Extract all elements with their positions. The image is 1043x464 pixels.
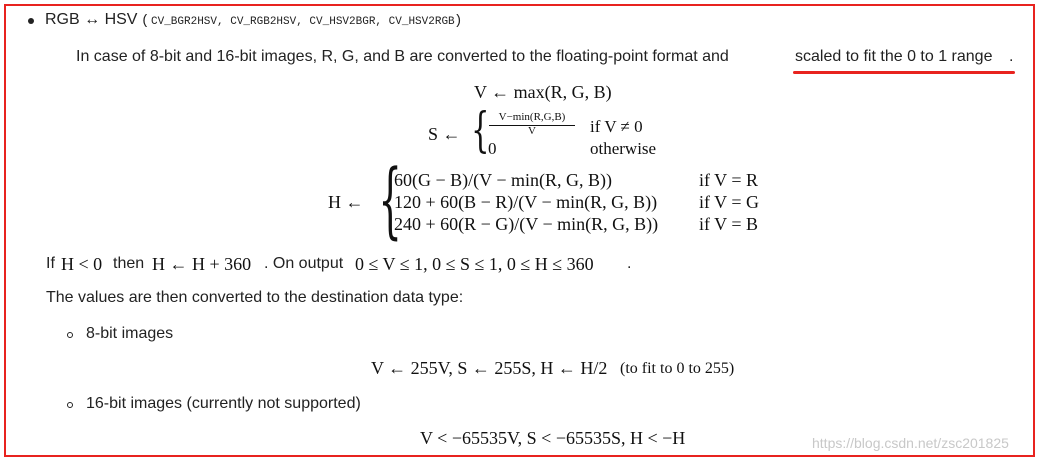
heading-flags: CV_BGR2HSV, CV_RGB2HSV, CV_HSV2BGR, CV_HSV2RGB xyxy=(151,16,455,28)
s-brace: { xyxy=(471,102,490,158)
s-fraction-denominator: V xyxy=(528,125,536,137)
intro-text: In case of 8-bit and 16-bit images, R, G, and B are converted to the floating-point format and xyxy=(76,48,729,65)
h-condition-3: if V = B xyxy=(699,214,759,234)
range-end: . xyxy=(627,255,632,272)
h-condition-1: if V = R xyxy=(699,170,759,190)
h-case-2: 120 + 60(B − R)/(V − min(R, G, B)) xyxy=(394,192,658,212)
bullet-icon xyxy=(28,18,34,24)
heading-label: RGB ↔ HSV xyxy=(45,11,138,28)
s-condition-2: otherwise xyxy=(590,139,657,158)
range-on-output: . On output xyxy=(264,255,344,272)
highlight-underline xyxy=(793,71,1015,74)
v-formula: V ← max(R, G, B) xyxy=(474,82,612,102)
circle-bullet-icon xyxy=(67,332,73,338)
eight-bit-label: 8-bit images xyxy=(86,325,174,342)
sixteen-bit-label: 16-bit images (currently not supported) xyxy=(86,395,361,412)
h-brace: { xyxy=(378,153,402,248)
s-lhs: S ← xyxy=(428,124,461,144)
range-condition: H < 0 xyxy=(61,254,103,274)
h-case-1: 60(G − B)/(V − min(R, G, B)) xyxy=(394,170,612,190)
heading-flags-open: ( xyxy=(141,13,150,29)
h-condition-2: if V = G xyxy=(699,192,759,212)
eight-bit-note: (to fit to 0 to 255) xyxy=(620,360,735,377)
s-fraction-numerator: V−min(R,G,B) xyxy=(498,111,566,123)
h-lhs: H ← xyxy=(328,192,364,212)
range-assign: H ← H + 360 xyxy=(152,254,252,274)
range-then: then xyxy=(113,255,145,272)
eight-bit-formula: V ← 255V, S ← 255S, H ← H/2 xyxy=(371,358,608,378)
range-values: 0 ≤ V ≤ 1, 0 ≤ S ≤ 1, 0 ≤ H ≤ 360 xyxy=(355,254,594,274)
heading-flags-close: ) xyxy=(454,13,463,29)
sixteen-bit-formula: V < −65535V, S < −65535S, H < −H xyxy=(420,428,686,448)
h-case-3: 240 + 60(R − G)/(V − min(R, G, B)) xyxy=(394,214,659,234)
watermark-text: https://blog.csdn.net/zsc201825 xyxy=(812,435,1009,451)
range-if: If xyxy=(46,255,55,272)
circle-bullet-icon xyxy=(67,402,73,408)
intro-period: . xyxy=(1009,48,1014,65)
convert-text: The values are then converted to the destination data type: xyxy=(46,289,464,306)
intro-highlight: scaled to fit the 0 to 1 range xyxy=(795,48,993,65)
s-case-2: 0 xyxy=(488,139,497,158)
s-condition-1: if V ≠ 0 xyxy=(590,117,643,136)
